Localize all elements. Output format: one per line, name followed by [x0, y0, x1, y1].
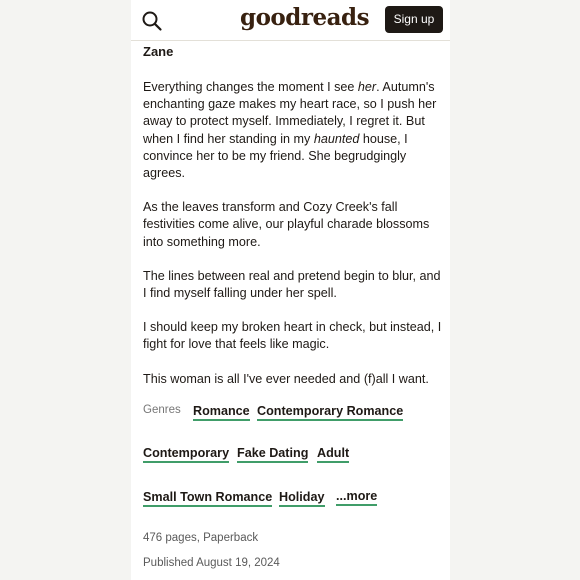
goodreads-logo[interactable]: goodreads — [240, 4, 370, 31]
genre-tag[interactable]: Contemporary Romance — [257, 404, 403, 421]
top-header — [131, 0, 450, 41]
description-heading: Zane — [143, 44, 174, 59]
genre-tag[interactable]: Contemporary — [143, 446, 229, 463]
search-icon[interactable] — [141, 10, 163, 32]
emphasis-text: her — [357, 80, 377, 94]
book-description — [143, 44, 443, 405]
genres-more-link[interactable]: ...more — [336, 489, 377, 506]
emphasis-text: haunted — [313, 131, 360, 146]
genre-tag[interactable]: Small Town Romance — [143, 490, 272, 507]
genre-tag[interactable]: Romance — [193, 404, 250, 421]
description-paragraph-3: The lines between real and pretend begin to blur, and I find myself falling under her spell. — [143, 268, 441, 301]
description-text: Everything changes the moment I see — [143, 80, 358, 94]
genre-tag[interactable]: Holiday — [279, 490, 325, 507]
description-paragraph-5: This woman is all I've ever needed and (f)all I want. — [143, 371, 429, 386]
description-paragraph-2: As the leaves transform and Cozy Creek's fall festivities come alive, our playful charade blossoms into something more. — [143, 200, 430, 249]
description-paragraph-4: I should keep my broken heart in check, but instead, I fight for love that feels like magic. — [143, 320, 442, 352]
book-format: 476 pages, Paperback — [143, 532, 259, 544]
description-text: house, I convince her to be my friend. She begrudgingly agrees. — [143, 131, 408, 181]
book-page — [131, 0, 450, 580]
publication-date: Published August 19, 2024 — [143, 557, 280, 569]
sign-up-button[interactable]: Sign up — [385, 6, 443, 33]
description-text: . Autumn's enchanting gaze makes my heart race, so I push her away to protect myself. Immediately, I regret it. But when I find her standing in my — [143, 80, 437, 146]
genre-tag[interactable]: Adult — [317, 446, 349, 463]
description-paragraph-1 — [143, 79, 443, 182]
genres-label: Genres — [143, 404, 181, 416]
genre-tag[interactable]: Fake Dating — [237, 446, 308, 463]
